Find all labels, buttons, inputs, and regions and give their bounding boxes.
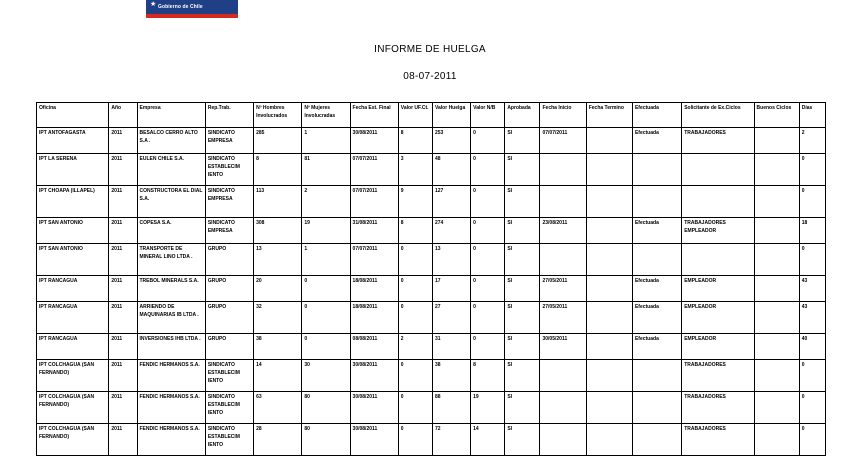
table-cell: SI — [505, 154, 540, 186]
column-header: Fecha Termino — [586, 103, 632, 128]
table-cell: EULEN CHILE S.A. — [137, 154, 205, 186]
table-cell: 0 — [471, 302, 505, 334]
table-cell: 19 — [471, 392, 505, 424]
table-cell: 07/07/2011 — [540, 128, 586, 154]
table-cell — [586, 302, 632, 334]
table-cell: 113 — [254, 186, 302, 218]
table-cell: EMPLEADOR — [682, 276, 754, 302]
table-cell: SINDICATO ESTABLECIM IENTO — [205, 154, 253, 186]
table-cell: 8 — [398, 218, 432, 244]
table-cell: TREBOL MINERALS S.A. — [137, 276, 205, 302]
table-cell: 81 — [302, 154, 350, 186]
table-cell: SI — [505, 392, 540, 424]
table-cell: 2011 — [109, 334, 137, 360]
table-cell — [586, 360, 632, 392]
table-cell: 253 — [432, 128, 470, 154]
table-cell: 30/08/2011 — [350, 128, 398, 154]
table-cell — [540, 154, 586, 186]
table-cell: TRABAJADORES — [682, 392, 754, 424]
table-cell: 20 — [254, 276, 302, 302]
column-header: Efectuada — [632, 103, 681, 128]
table-cell: TRANSPORTE DE MINERAL LINO LTDA . — [137, 244, 205, 276]
table-cell: 14 — [471, 424, 505, 456]
table-cell: 0 — [799, 360, 825, 392]
table-cell — [586, 218, 632, 244]
table-cell: FENDIC HERMANOS S.A. — [137, 424, 205, 456]
table-cell: Efectuada — [632, 218, 681, 244]
table-cell: IPT RANCAGUA — [37, 302, 109, 334]
table-cell: 0 — [302, 302, 350, 334]
table-cell: Efectuada — [632, 128, 681, 154]
table-cell: 07/07/2011 — [350, 186, 398, 218]
table-row — [37, 302, 826, 334]
table-cell: SINDICATO EMPRESA — [205, 218, 253, 244]
table-cell: SINDICATO ESTABLECIM IENTO — [205, 392, 253, 424]
table-cell: 2011 — [109, 276, 137, 302]
table-cell: 2011 — [109, 424, 137, 456]
table-cell: 2011 — [109, 154, 137, 186]
table-cell: 08/08/2011 — [350, 334, 398, 360]
table-cell: 127 — [432, 186, 470, 218]
column-header: Rep.Trab. — [205, 103, 253, 128]
table-cell: 18/08/2011 — [350, 302, 398, 334]
table-cell: 27/05/2011 — [540, 276, 586, 302]
table-cell — [754, 424, 799, 456]
table-cell: TRABAJADORES — [682, 360, 754, 392]
table-cell: 274 — [432, 218, 470, 244]
table-cell: 80 — [302, 392, 350, 424]
table-cell: IPT RANCAGUA — [37, 334, 109, 360]
table-row — [37, 154, 826, 186]
table-row — [37, 244, 826, 276]
table-cell: SINDICATO EMPRESA — [205, 186, 253, 218]
column-header: Nº Mujeres Involucradas — [302, 103, 350, 128]
table-cell — [754, 302, 799, 334]
table-row — [37, 218, 826, 244]
table-cell: 1 — [302, 128, 350, 154]
table-cell: 0 — [471, 244, 505, 276]
table-cell: 0 — [471, 218, 505, 244]
table-cell: 8 — [254, 154, 302, 186]
table-cell: 2 — [398, 334, 432, 360]
table-cell — [754, 392, 799, 424]
table-cell: SINDICATO EMPRESA — [205, 128, 253, 154]
column-header: Nº Hombres Involucrados — [254, 103, 302, 128]
table-cell: Efectuada — [632, 276, 681, 302]
table-cell: SI — [505, 218, 540, 244]
table-cell: SI — [505, 334, 540, 360]
table-cell — [540, 186, 586, 218]
table-cell — [586, 128, 632, 154]
table-cell: 0 — [799, 244, 825, 276]
column-header: Año — [109, 103, 137, 128]
table-cell: 17 — [432, 276, 470, 302]
table-cell: 2011 — [109, 218, 137, 244]
table-cell — [586, 334, 632, 360]
table-row — [37, 128, 826, 154]
table-cell: 72 — [432, 424, 470, 456]
table-cell: 18 — [799, 218, 825, 244]
column-header: Fecha Est. Final — [350, 103, 398, 128]
table-cell — [632, 186, 681, 218]
column-header: Fecha Inicio — [540, 103, 586, 128]
table-cell — [586, 424, 632, 456]
table-cell — [754, 360, 799, 392]
table-cell: 63 — [254, 392, 302, 424]
table-cell: 38 — [254, 334, 302, 360]
table-cell: GRUPO — [205, 276, 253, 302]
header-row — [37, 103, 826, 128]
column-header: Aprobada — [505, 103, 540, 128]
table-cell: COPESA S.A. — [137, 218, 205, 244]
table-cell: 27 — [432, 302, 470, 334]
table-cell — [754, 128, 799, 154]
table-cell: GRUPO — [205, 244, 253, 276]
table-cell: IPT ANTOFAGASTA — [37, 128, 109, 154]
table-cell — [754, 154, 799, 186]
table-cell: SI — [505, 276, 540, 302]
table-cell: 0 — [471, 154, 505, 186]
table-cell: TRABAJADORES — [682, 424, 754, 456]
table-row — [37, 360, 826, 392]
table-cell: 23/08/2011 — [540, 218, 586, 244]
table-cell — [586, 276, 632, 302]
table-cell: SI — [505, 302, 540, 334]
table-cell: 0 — [799, 154, 825, 186]
table-cell: SI — [505, 424, 540, 456]
table-cell: 1 — [302, 244, 350, 276]
table-cell — [682, 244, 754, 276]
table-cell: 48 — [432, 154, 470, 186]
table-cell: 2 — [302, 186, 350, 218]
table-cell — [754, 244, 799, 276]
table-cell: 2 — [799, 128, 825, 154]
column-header: Oficina — [37, 103, 109, 128]
table-cell: 3 — [398, 154, 432, 186]
table-cell: 0 — [398, 424, 432, 456]
table-cell — [682, 186, 754, 218]
table-cell — [754, 334, 799, 360]
table-cell — [540, 360, 586, 392]
table-cell — [754, 276, 799, 302]
table-cell: 30/08/2011 — [350, 360, 398, 392]
table-cell: SINDICATO ESTABLECIM IENTO — [205, 360, 253, 392]
table-cell: 2011 — [109, 186, 137, 218]
table-cell: 30/08/2011 — [350, 424, 398, 456]
column-header: Solicitante de Ex.Ciclos — [682, 103, 754, 128]
table-cell: 2011 — [109, 392, 137, 424]
table-cell: TRABAJADORES EMPLEADOR — [682, 218, 754, 244]
table-cell: EMPLEADOR — [682, 302, 754, 334]
star-icon: ★ — [150, 1, 157, 8]
table-cell: 2011 — [109, 302, 137, 334]
table-header — [37, 103, 826, 128]
table-cell: 0 — [302, 276, 350, 302]
table-cell: EMPLEADOR — [682, 334, 754, 360]
table-cell: 07/07/2011 — [350, 154, 398, 186]
strike-report-table — [36, 102, 826, 456]
table-cell — [586, 186, 632, 218]
table-cell: 0 — [398, 360, 432, 392]
table-cell — [632, 392, 681, 424]
table-cell: IPT CHOAPA (ILLAPEL) — [37, 186, 109, 218]
table-cell: 32 — [254, 302, 302, 334]
table-cell: IPT COLCHAGUA (SAN FERNANDO) — [37, 424, 109, 456]
table-cell: 13 — [254, 244, 302, 276]
gobierno-de-chile-logo — [146, 0, 238, 18]
table-cell — [540, 244, 586, 276]
table-cell: 18/08/2011 — [350, 276, 398, 302]
column-header: Valor N/B — [471, 103, 505, 128]
column-header: Valor UF.Ct. — [398, 103, 432, 128]
table-cell: SI — [505, 186, 540, 218]
table-cell: 0 — [471, 334, 505, 360]
table-cell: 27/05/2011 — [540, 302, 586, 334]
table-cell: 0 — [398, 244, 432, 276]
table-cell: 0 — [471, 186, 505, 218]
table-cell: IPT COLCHAGUA (SAN FERNANDO) — [37, 360, 109, 392]
table-row — [37, 334, 826, 360]
table-cell: 2011 — [109, 244, 137, 276]
table-cell: SINDICATO ESTABLECIM IENTO — [205, 424, 253, 456]
table-cell: 0 — [799, 392, 825, 424]
table-cell — [632, 244, 681, 276]
table-cell: TRABAJADORES — [682, 128, 754, 154]
table-cell: 30/08/2011 — [350, 392, 398, 424]
table-cell: IPT SAN ANTONIO — [37, 244, 109, 276]
table-cell: 30/05/2011 — [540, 334, 586, 360]
table-cell: 43 — [799, 276, 825, 302]
table-cell: 31/08/2011 — [350, 218, 398, 244]
table-cell: 31 — [432, 334, 470, 360]
table-cell: 8 — [471, 360, 505, 392]
table-cell — [586, 392, 632, 424]
table-cell: 0 — [799, 186, 825, 218]
table-cell: 28 — [254, 424, 302, 456]
table-cell — [632, 360, 681, 392]
table-cell: 88 — [432, 392, 470, 424]
table-cell: 0 — [398, 392, 432, 424]
table-cell: FENDIC HERMANOS S.A. — [137, 360, 205, 392]
table-cell: GRUPO — [205, 302, 253, 334]
table-cell: 0 — [471, 128, 505, 154]
table-cell — [540, 392, 586, 424]
table-cell: 9 — [398, 186, 432, 218]
table-cell: 40 — [799, 334, 825, 360]
table-cell: INVERSIONES IHB LTDA . — [137, 334, 205, 360]
table-cell: 0 — [398, 276, 432, 302]
table-cell — [682, 154, 754, 186]
table-cell: 2011 — [109, 360, 137, 392]
table-cell: ARRIENDO DE MAQUINARIAS IB LTDA . — [137, 302, 205, 334]
table-cell: 07/07/2011 — [350, 244, 398, 276]
table-cell: IPT RANCAGUA — [37, 276, 109, 302]
table-cell: 2011 — [109, 128, 137, 154]
column-header: Empresa — [137, 103, 205, 128]
table-cell: 0 — [471, 276, 505, 302]
table-cell: FENDIC HERMANOS S.A. — [137, 392, 205, 424]
table-row — [37, 392, 826, 424]
table-cell: 8 — [398, 128, 432, 154]
table-cell: CONSTRUCTORA EL DIAL S.A. — [137, 186, 205, 218]
table-cell: SI — [505, 244, 540, 276]
table-cell: 13 — [432, 244, 470, 276]
table-cell: 14 — [254, 360, 302, 392]
table-cell: SI — [505, 360, 540, 392]
table-cell: IPT COLCHAGUA (SAN FERNANDO) — [37, 392, 109, 424]
table-cell: 30 — [302, 360, 350, 392]
table-cell: 308 — [254, 218, 302, 244]
table-row — [37, 276, 826, 302]
table-cell: SI — [505, 128, 540, 154]
report-title: INFORME DE HUELGA — [374, 44, 486, 55]
column-header: Días — [799, 103, 825, 128]
table-cell: 80 — [302, 424, 350, 456]
table-cell: Efectuada — [632, 302, 681, 334]
table-cell: GRUPO — [205, 334, 253, 360]
table-cell: Efectuada — [632, 334, 681, 360]
column-header: Valor Huelga — [432, 103, 470, 128]
logo-text: Gobierno de Chile — [158, 4, 203, 10]
table-cell: 0 — [799, 424, 825, 456]
logo-flag-stripe — [146, 14, 238, 18]
table-cell — [632, 154, 681, 186]
table-cell: BESALCO CERRO ALTO S.A . — [137, 128, 205, 154]
table-cell: 0 — [302, 334, 350, 360]
table-cell — [586, 244, 632, 276]
table-cell: IPT LA SERENA — [37, 154, 109, 186]
table-cell: IPT SAN ANTONIO — [37, 218, 109, 244]
table-cell: 285 — [254, 128, 302, 154]
table-row — [37, 186, 826, 218]
table-body — [37, 128, 826, 456]
table-cell — [754, 186, 799, 218]
table-cell: 19 — [302, 218, 350, 244]
table-cell — [632, 424, 681, 456]
column-header: Buenos Ciclos — [754, 103, 799, 128]
report-date: 08-07-2011 — [403, 71, 457, 82]
table-cell: 0 — [398, 302, 432, 334]
table-cell — [754, 218, 799, 244]
table-row — [37, 424, 826, 456]
table-cell: 38 — [432, 360, 470, 392]
table-cell: 43 — [799, 302, 825, 334]
table-cell — [540, 424, 586, 456]
table-cell — [586, 154, 632, 186]
